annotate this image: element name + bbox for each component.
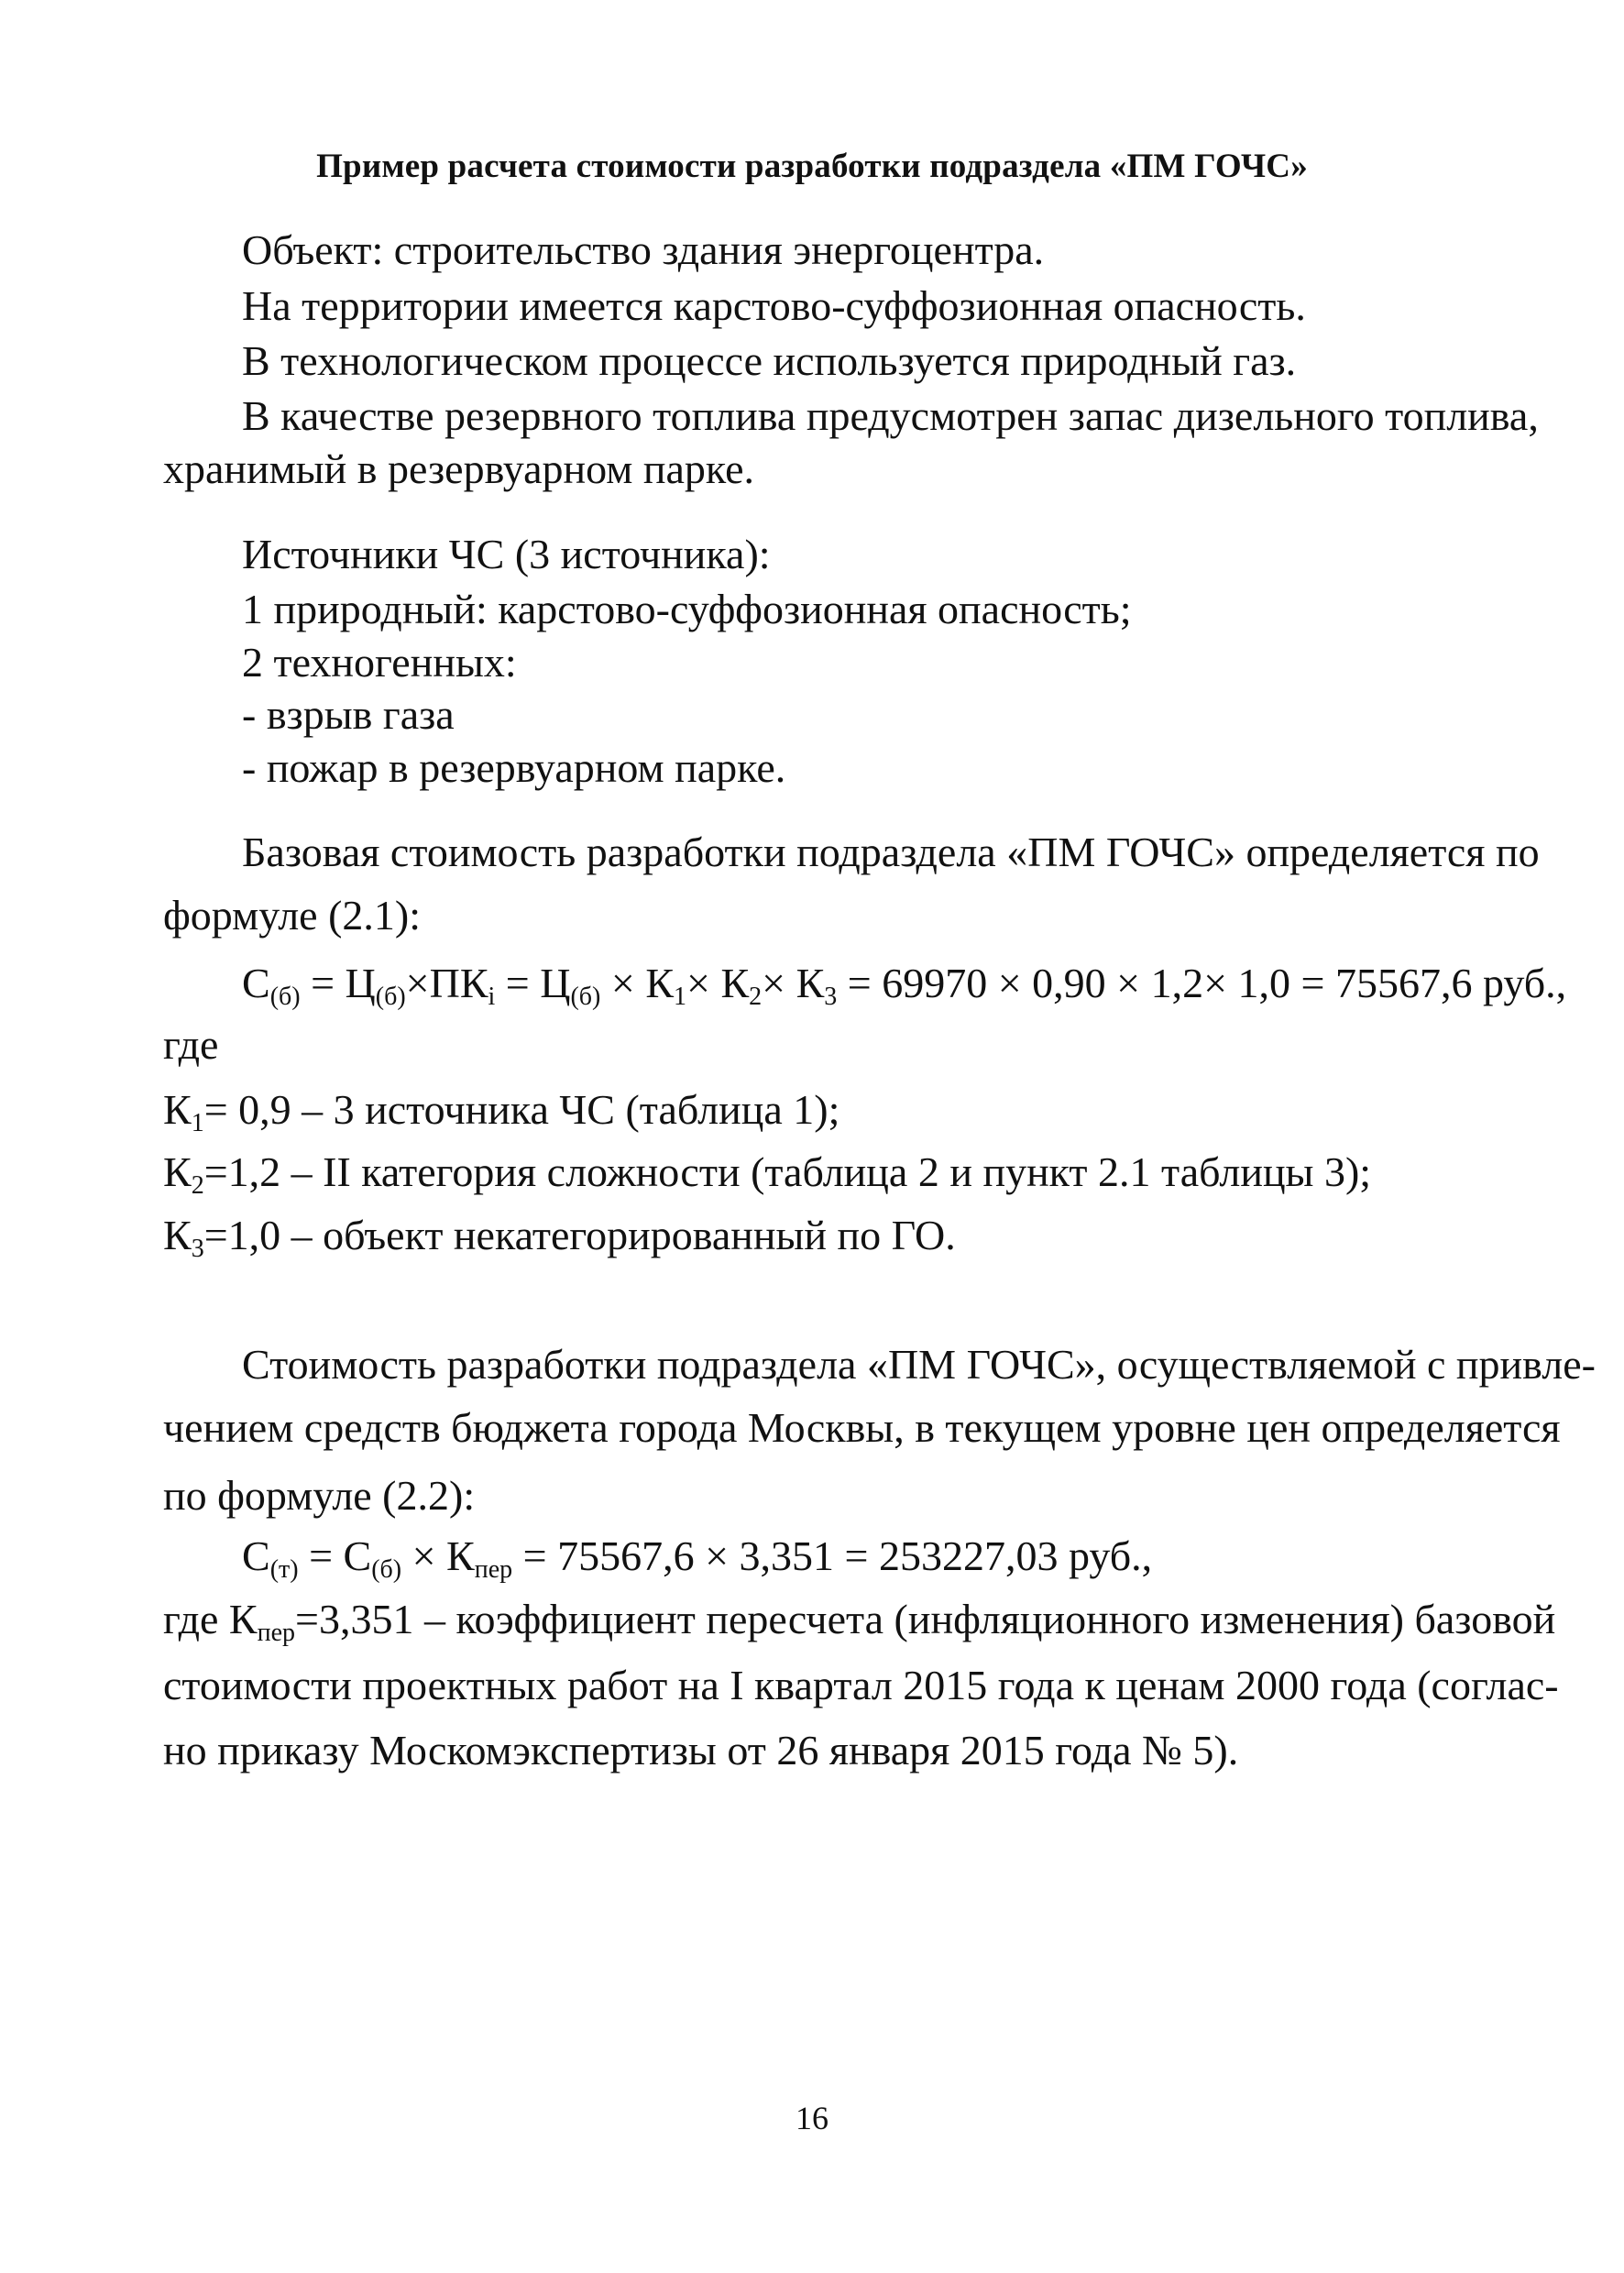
formula-subscript: (б) xyxy=(269,983,301,1011)
coefficient-description: =1,0 – объект некатегорированный по ГО. xyxy=(203,1212,956,1258)
base-cost-paragraph-line-2: формуле (2.1): xyxy=(163,892,421,939)
formula-part: × К xyxy=(600,960,674,1006)
sources-item-gas-explosion: - взрыв газа xyxy=(242,691,455,738)
coefficient-description: = 0,9 – 3 источника ЧС (таблица 1); xyxy=(203,1086,840,1133)
formula-subscript: 2 xyxy=(749,983,763,1011)
coefficient-symbol: где К xyxy=(163,1596,258,1642)
reserve-line-1: В качестве резервного топлива предусмотрен запас дизельного топлива, xyxy=(242,392,1539,439)
reserve-line-2: хранимый в резервуарном парке. xyxy=(163,445,755,492)
formula-part: ×ПК xyxy=(405,960,488,1006)
coefficient-k3 xyxy=(163,1210,956,1261)
page-title: Пример расчета стоимости разработки подраздела «ПМ ГОЧС» xyxy=(316,148,1308,185)
inflation-coefficient-line-3: но приказу Москомэкспертизы от 26 января 2015 года № 5). xyxy=(163,1727,1239,1773)
coefficient-description: =3,351 – коэффициент пересчета (инфляционного изменения) базовой xyxy=(295,1596,1556,1642)
sources-item-fire: - пожар в резервуарном парке. xyxy=(242,744,786,791)
where-label: где xyxy=(163,1021,219,1068)
coefficient-description: =1,2 – II категория сложности (таблица 2 и пункт 2.1 таблицы 3); xyxy=(203,1148,1372,1195)
current-cost-paragraph-line-2: чением средств бюджета города Москвы, в текущем уровне цен определяется xyxy=(163,1404,1561,1451)
formula-part: = С xyxy=(298,1532,372,1579)
coefficient-k1 xyxy=(163,1084,839,1136)
coefficient-symbol: К xyxy=(163,1148,192,1195)
formula-subscript: пер xyxy=(474,1555,513,1584)
base-cost-paragraph-line-1: Базовая стоимость разработки подраздела «ПМ ГОЧС» определяется по xyxy=(242,829,1540,875)
current-cost-paragraph-line-1: Стоимость разработки подраздела «ПМ ГОЧС», осуществляемой с привле- xyxy=(242,1341,1596,1388)
object-line: Объект: строительство здания энергоцентра. xyxy=(242,226,1045,273)
formula-part: = Ц xyxy=(300,960,376,1006)
formula-part: = Ц xyxy=(495,960,571,1006)
coefficient-subscript: пер xyxy=(257,1619,296,1647)
formula-2-2 xyxy=(242,1531,1152,1582)
coefficient-symbol: К xyxy=(163,1212,192,1258)
formula-subscript: i xyxy=(488,983,496,1011)
formula-subscript: (б) xyxy=(570,983,601,1011)
inflation-coefficient-line-2: стоимости проектных работ на I квартал 2015 года к ценам 2000 года (соглас- xyxy=(163,1662,1559,1708)
current-cost-paragraph-line-3: по формуле (2.2): xyxy=(163,1472,476,1519)
sources-natural: 1 природный: карстово-суффозионная опасность; xyxy=(242,586,1132,632)
coefficient-k2 xyxy=(163,1147,1371,1198)
formula-part: × К xyxy=(686,960,750,1006)
sources-technogenic: 2 техногенных: xyxy=(242,639,517,686)
coefficient-subscript: 1 xyxy=(191,1109,204,1137)
formula-subscript: 1 xyxy=(674,983,686,1011)
formula-subscript: (б) xyxy=(375,983,406,1011)
page-number: 16 xyxy=(796,2100,828,2136)
coefficient-symbol: К xyxy=(163,1086,192,1133)
formula-part: × К xyxy=(401,1532,475,1579)
inflation-coefficient-line-1 xyxy=(163,1594,1555,1645)
formula-2-1 xyxy=(242,958,1566,1009)
formula-subscript: 3 xyxy=(824,983,838,1011)
formula-result: = 75567,6 × 3,351 = 253227,03 руб., xyxy=(512,1532,1153,1579)
coefficient-subscript: 3 xyxy=(191,1235,204,1263)
formula-subscript: (т) xyxy=(269,1555,299,1584)
formula-subscript: (б) xyxy=(371,1555,402,1584)
territory-line: На территории имеется карстово-суффозионная опасность. xyxy=(242,282,1306,329)
sources-heading: Источники ЧС (3 источника): xyxy=(242,531,771,577)
formula-symbol: С xyxy=(242,960,270,1006)
formula-result: = 69970 × 0,90 × 1,2× 1,0 = 75567,6 руб., xyxy=(837,960,1567,1006)
coefficient-subscript: 2 xyxy=(191,1171,204,1200)
formula-part: × К xyxy=(762,960,825,1006)
process-line: В технологическом процессе используется природный газ. xyxy=(242,337,1297,384)
formula-symbol: С xyxy=(242,1532,270,1579)
